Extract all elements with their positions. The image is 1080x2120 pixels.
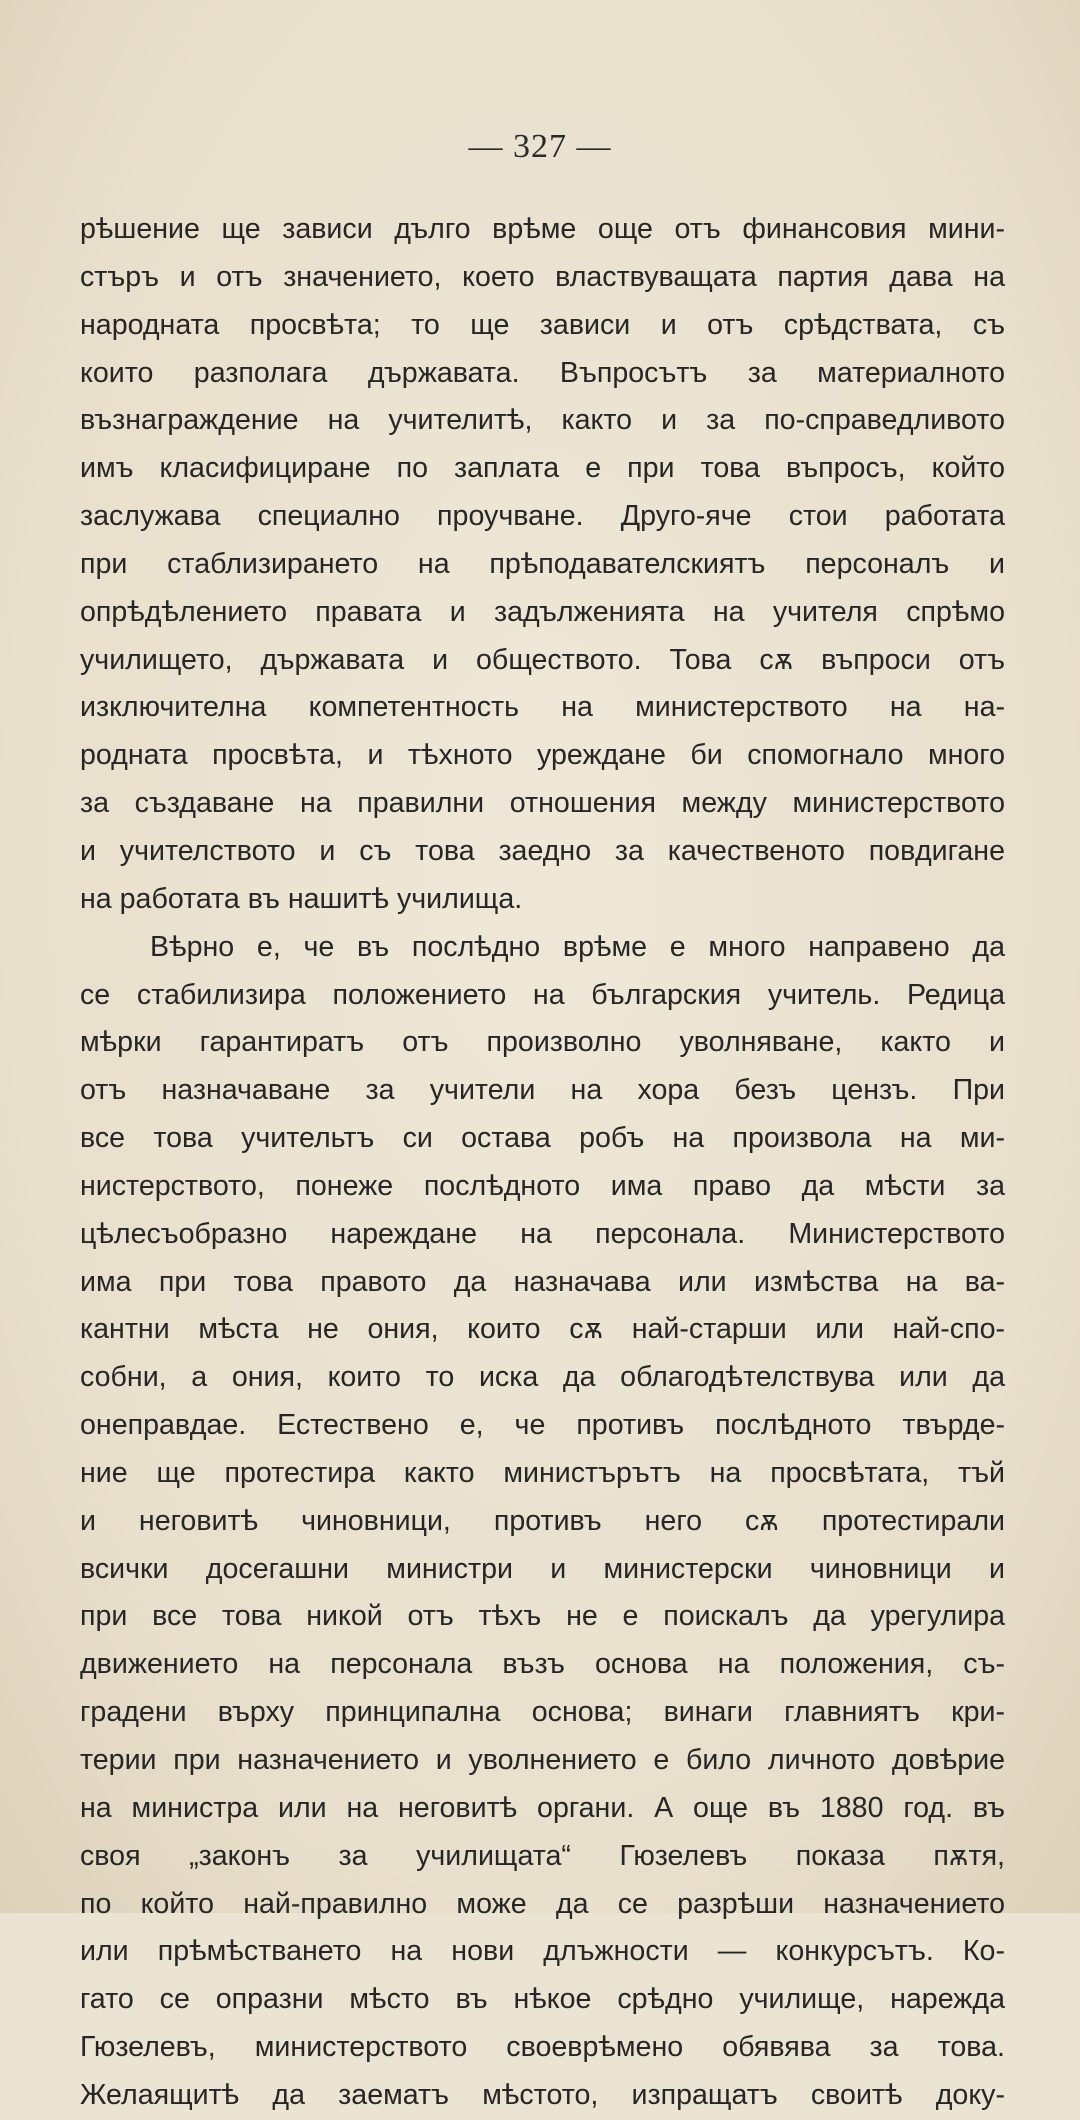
text-line: гато се опразни мѣсто въ нѣкое срѣдно училище, нарежда xyxy=(80,1983,1005,2016)
text-line: все това учительтъ си остава робъ на произвола на ми- xyxy=(80,1122,1005,1155)
text-line: своя „законъ за училищата“ Гюзелевъ показа пѫтя, xyxy=(80,1839,1005,1872)
text-line: при все това никой отъ тѣхъ не е поискалъ да урегулира xyxy=(80,1600,1005,1633)
text-line: стъръ и отъ значението, което властвуващата партия дава на xyxy=(80,260,1005,293)
text-line: движението на персонала възъ основа на положения, съ- xyxy=(80,1648,1005,1681)
text-line: Гюзелевъ, министерството своеврѣмено обявява за това. xyxy=(80,2031,1005,2064)
paragraph-2 xyxy=(80,924,1005,2120)
text-line: които разполага държавата. Въпросътъ за материалното xyxy=(80,356,1005,389)
text-line: мѣрки гарантиратъ отъ произволно уволняване, както и xyxy=(80,1026,1005,1059)
text-line: родната просвѣта, и тѣхното уреждане би спомогнало много xyxy=(80,739,1005,772)
text-line: Желаящитѣ да заематъ мѣстото, изпращатъ своитѣ доку- xyxy=(80,2078,1005,2111)
text-line: възнаграждение на учителитѣ, както и за по-справедливото xyxy=(80,404,1005,437)
text-line: за създаване на правилни отношения между министерството xyxy=(80,787,1005,820)
text-line: градени върху принципална основа; винаги главниятъ кри- xyxy=(80,1696,1005,1729)
text-line: и неговитѣ чиновници, противъ него сѫ протестирали xyxy=(80,1504,1005,1537)
text-line: заслужава специално проучване. Друго-яче стои работата xyxy=(80,500,1005,533)
text-line: на министра или на неговитѣ органи. А още въ 1880 год. въ xyxy=(80,1791,1005,1824)
page-number: — 327 — xyxy=(468,128,612,165)
text-line: всички досегашни министри и министерски чиновници и xyxy=(80,1552,1005,1585)
text-line: нистерството, понеже послѣдното има право да мѣсти за xyxy=(80,1169,1005,1202)
text-line: онеправдае. Естествено е, че противъ послѣдното твърде- xyxy=(80,1409,1005,1442)
text-line: народната просвѣта; то ще зависи и отъ срѣдствата, съ xyxy=(80,308,1005,341)
text-line: или прѣмѣстването на нови длъжности — конкурсътъ. Ко- xyxy=(80,1935,1005,1968)
text-line: терии при назначението и уволнението е било личното довѣрие xyxy=(80,1744,1005,1776)
text-line: училището, държавата и обществото. Това сѫ въпроси отъ xyxy=(80,643,1005,676)
text-line: се стабилизира положението на българския учитель. Редица xyxy=(80,978,1005,1011)
text-line: ние ще протестира както министърътъ на просвѣтата, тъй xyxy=(80,1456,1005,1489)
text-line: отъ назначаване за учители на хора безъ цензъ. При xyxy=(80,1074,1005,1107)
text-line: Вѣрно е, че въ послѣдно врѣме е много направено да xyxy=(150,930,1005,963)
text-line: и учителството и съ това заедно за качественото повдигане xyxy=(80,834,1005,867)
text-line: кантни мѣста не ония, които сѫ най-старши или най-спо- xyxy=(80,1313,1005,1346)
text-line: собни, а ония, които то иска да облагодѣтелствува или да xyxy=(80,1361,1005,1394)
text-line: имъ класифициране по заплата е при това въпросъ, който xyxy=(80,452,1005,485)
text-line: изключителна компетентность на министерството на на- xyxy=(80,691,1005,724)
text-line: опрѣдѣлението правата и задълженията на учителя спрѣмо xyxy=(80,595,1005,628)
text-line: на работата въ нашитѣ училища. xyxy=(80,882,523,915)
text-line: има при това правото да назначава или измѣства на ва- xyxy=(80,1265,1005,1298)
text-line: рѣшение ще зависи дълго врѣме още отъ финансовия мини- xyxy=(80,213,1005,245)
text-line: цѣлесъобразно нареждане на персонала. Министерството xyxy=(80,1217,1005,1250)
text-line: по който най-правилно може да се разрѣши назначението xyxy=(80,1887,1005,1920)
text-line: при стаблизирането на прѣподавателскиятъ персоналъ и xyxy=(80,547,1005,580)
paragraph-1 xyxy=(80,206,1005,924)
body-text xyxy=(80,206,1005,2120)
